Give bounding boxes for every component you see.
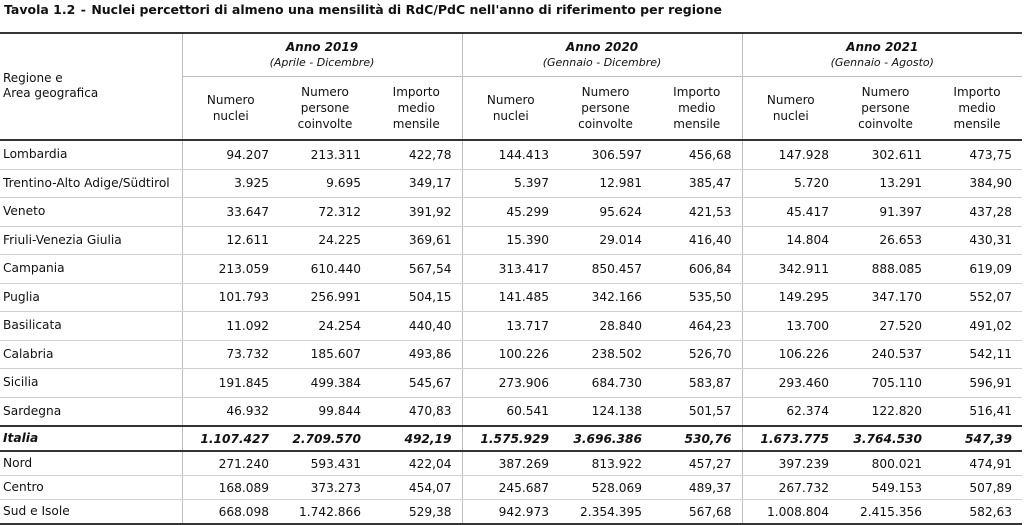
column-header-nuclei — [742, 77, 839, 141]
region-name: Friuli-Venezia Giulia — [0, 226, 182, 255]
table-cell: 942.973 — [462, 500, 559, 525]
column-header-nuclei — [462, 77, 559, 141]
table-cell: 349,17 — [371, 169, 462, 198]
table-cell: 684.730 — [559, 369, 652, 398]
column-header-line: Importo — [392, 85, 440, 99]
table-cell: 2.415.356 — [839, 500, 932, 525]
table-row — [0, 198, 1022, 227]
table-cell: 124.138 — [559, 397, 652, 426]
table-cell: 489,37 — [652, 476, 742, 500]
region-name: Nord — [0, 451, 182, 476]
table-cell: 2.354.395 — [559, 500, 652, 525]
year-period: (Gennaio - Dicembre) — [542, 56, 662, 69]
column-header-line: Numero — [486, 93, 535, 107]
region-name: Sud e Isole — [0, 500, 182, 525]
table-row — [0, 226, 1022, 255]
table-row — [0, 255, 1022, 284]
column-header-line: coinvolte — [578, 117, 633, 131]
table-row — [0, 283, 1022, 312]
table-cell: 5.720 — [742, 169, 839, 198]
table-cell: 499.384 — [279, 369, 371, 398]
region-name: Italia — [0, 426, 182, 451]
table-cell: 474,91 — [932, 451, 1022, 476]
table-cell: 422,04 — [371, 451, 462, 476]
table-cell: 526,70 — [652, 340, 742, 369]
table-cell: 60.541 — [462, 397, 559, 426]
table-cell: 100.226 — [462, 340, 559, 369]
table-cell: 501,57 — [652, 397, 742, 426]
table-cell: 106.226 — [742, 340, 839, 369]
table-cell: 273.906 — [462, 369, 559, 398]
table-cell: 144.413 — [462, 140, 559, 169]
table-cell: 14.804 — [742, 226, 839, 255]
title-separator: - — [80, 2, 86, 17]
table-cell: 95.624 — [559, 198, 652, 227]
table-caption: Nuclei percettori di almeno una mensilità di RdC/PdC nell'anno di riferimento per regione — [91, 2, 722, 17]
table-cell: 62.374 — [742, 397, 839, 426]
column-header-line: Numero — [581, 85, 630, 99]
table-cell: 619,09 — [932, 255, 1022, 284]
table-cell: 705.110 — [839, 369, 932, 398]
table-cell: 437,28 — [932, 198, 1022, 227]
table-cell: 45.417 — [742, 198, 839, 227]
region-name: Veneto — [0, 198, 182, 227]
column-header-nuclei — [182, 77, 279, 141]
year-2019-header — [182, 33, 462, 77]
column-header-importo — [652, 77, 742, 141]
table-cell: 12.611 — [182, 226, 279, 255]
table-cell: 552,07 — [932, 283, 1022, 312]
table-cell: 213.311 — [279, 140, 371, 169]
column-header-line: Numero — [301, 85, 349, 99]
table-cell: 516,41 — [932, 397, 1022, 426]
column-header-line: Numero — [206, 93, 255, 107]
table-cell: 342.166 — [559, 283, 652, 312]
column-header-line: Importo — [673, 85, 721, 99]
table-cell: 24.254 — [279, 312, 371, 341]
table-cell: 491,02 — [932, 312, 1022, 341]
table-cell: 800.021 — [839, 451, 932, 476]
table-cell: 302.611 — [839, 140, 932, 169]
table-cell: 313.417 — [462, 255, 559, 284]
column-header-line: persone — [861, 101, 910, 115]
table-cell: 596,91 — [932, 369, 1022, 398]
table-cell: 347.170 — [839, 283, 932, 312]
year-label: Anno 2020 — [565, 40, 639, 54]
column-header-line: nuclei — [772, 109, 809, 123]
italia-total-row — [0, 426, 1022, 451]
table-cell: 13.700 — [742, 312, 839, 341]
table-cell: 1.107.427 — [182, 426, 279, 451]
table-title — [4, 2, 722, 17]
year-period: (Gennaio - Agosto) — [830, 56, 934, 69]
table-cell: 24.225 — [279, 226, 371, 255]
table-cell: 492,19 — [371, 426, 462, 451]
column-header-line: medio — [678, 101, 716, 115]
table-cell: 850.457 — [559, 255, 652, 284]
table-cell: 168.089 — [182, 476, 279, 500]
column-header-persone — [279, 77, 371, 141]
region-name: Trentino-Alto Adige/Südtirol — [0, 169, 182, 198]
table-cell: 369,61 — [371, 226, 462, 255]
table-cell: 535,50 — [652, 283, 742, 312]
table-cell: 99.844 — [279, 397, 371, 426]
table-cell: 12.981 — [559, 169, 652, 198]
table-row — [0, 369, 1022, 398]
table-cell: 430,31 — [932, 226, 1022, 255]
table-cell: 373.273 — [279, 476, 371, 500]
table-cell: 606,84 — [652, 255, 742, 284]
data-table — [0, 32, 1022, 525]
area-row — [0, 476, 1022, 500]
column-header-line: mensile — [673, 117, 721, 131]
table-cell: 530,76 — [652, 426, 742, 451]
table-cell: 464,23 — [652, 312, 742, 341]
table-row — [0, 340, 1022, 369]
table-cell: 191.845 — [182, 369, 279, 398]
table-cell: 33.647 — [182, 198, 279, 227]
column-header-line: medio — [958, 101, 996, 115]
table-cell: 1.575.929 — [462, 426, 559, 451]
table-row — [0, 312, 1022, 341]
column-header-line: mensile — [392, 117, 440, 131]
table-cell: 457,27 — [652, 451, 742, 476]
table-cell: 542,11 — [932, 340, 1022, 369]
column-header-importo — [371, 77, 462, 141]
table-cell: 582,63 — [932, 500, 1022, 525]
column-header-line: Numero — [861, 85, 910, 99]
column-header-line: Numero — [766, 93, 815, 107]
table-cell: 440,40 — [371, 312, 462, 341]
region-name: Centro — [0, 476, 182, 500]
table-cell: 5.397 — [462, 169, 559, 198]
year-2021-header — [742, 33, 1022, 77]
table-cell: 267.732 — [742, 476, 839, 500]
column-header-importo — [932, 77, 1022, 141]
table-cell: 473,75 — [932, 140, 1022, 169]
table-cell: 888.085 — [839, 255, 932, 284]
year-period: (Aprile - Dicembre) — [269, 56, 375, 69]
table-cell: 493,86 — [371, 340, 462, 369]
region-column-header — [0, 33, 182, 140]
table-number: Tavola 1.2 — [4, 2, 76, 17]
column-header-persone — [839, 77, 932, 141]
column-header-line: medio — [397, 101, 435, 115]
column-header-line: Importo — [953, 85, 1001, 99]
table-cell: 94.207 — [182, 140, 279, 169]
table-cell: 549.153 — [839, 476, 932, 500]
table-cell: 13.717 — [462, 312, 559, 341]
table-cell: 593.431 — [279, 451, 371, 476]
column-header-line: persone — [581, 101, 630, 115]
table-cell: 271.240 — [182, 451, 279, 476]
table-row — [0, 169, 1022, 198]
area-row — [0, 500, 1022, 525]
table-cell: 122.820 — [839, 397, 932, 426]
table-cell: 668.098 — [182, 500, 279, 525]
table-cell: 28.840 — [559, 312, 652, 341]
table-cell: 13.291 — [839, 169, 932, 198]
table-cell: 529,38 — [371, 500, 462, 525]
table-cell: 293.460 — [742, 369, 839, 398]
table-cell: 185.607 — [279, 340, 371, 369]
table-cell: 147.928 — [742, 140, 839, 169]
table-cell: 507,89 — [932, 476, 1022, 500]
table-cell: 456,68 — [652, 140, 742, 169]
table-cell: 567,68 — [652, 500, 742, 525]
table-cell: 245.687 — [462, 476, 559, 500]
table-row — [0, 397, 1022, 426]
table-cell: 504,15 — [371, 283, 462, 312]
column-header-line: coinvolte — [858, 117, 913, 131]
table-cell: 141.485 — [462, 283, 559, 312]
table-cell: 306.597 — [559, 140, 652, 169]
table-cell: 567,54 — [371, 255, 462, 284]
region-name: Campania — [0, 255, 182, 284]
table-cell: 385,47 — [652, 169, 742, 198]
table-cell: 547,39 — [932, 426, 1022, 451]
table-cell: 3.696.386 — [559, 426, 652, 451]
region-header-line1: Regione e — [3, 71, 63, 85]
table-row — [0, 140, 1022, 169]
region-name: Basilicata — [0, 312, 182, 341]
table-cell: 342.911 — [742, 255, 839, 284]
table-cell: 26.653 — [839, 226, 932, 255]
region-name: Sicilia — [0, 369, 182, 398]
table-cell: 1.742.866 — [279, 500, 371, 525]
table-cell: 238.502 — [559, 340, 652, 369]
table-cell: 213.059 — [182, 255, 279, 284]
table-cell: 9.695 — [279, 169, 371, 198]
table-cell: 421,53 — [652, 198, 742, 227]
table-cell: 256.991 — [279, 283, 371, 312]
year-2020-header — [462, 33, 742, 77]
table-cell: 91.397 — [839, 198, 932, 227]
table-cell: 384,90 — [932, 169, 1022, 198]
table-cell: 2.709.570 — [279, 426, 371, 451]
table-cell: 29.014 — [559, 226, 652, 255]
table-cell: 45.299 — [462, 198, 559, 227]
table-cell: 72.312 — [279, 198, 371, 227]
table-cell: 73.732 — [182, 340, 279, 369]
table-cell: 46.932 — [182, 397, 279, 426]
column-header-line: mensile — [953, 117, 1001, 131]
table-cell: 15.390 — [462, 226, 559, 255]
table-cell: 240.537 — [839, 340, 932, 369]
table-cell: 416,40 — [652, 226, 742, 255]
area-row — [0, 451, 1022, 476]
table-cell: 528.069 — [559, 476, 652, 500]
year-label: Anno 2019 — [285, 40, 359, 54]
table-cell: 27.520 — [839, 312, 932, 341]
column-header-line: nuclei — [212, 109, 249, 123]
table-cell: 149.295 — [742, 283, 839, 312]
column-header-line: coinvolte — [297, 117, 353, 131]
region-name: Puglia — [0, 283, 182, 312]
region-name: Calabria — [0, 340, 182, 369]
table-cell: 391,92 — [371, 198, 462, 227]
table-cell: 470,83 — [371, 397, 462, 426]
column-header-line: nuclei — [492, 109, 529, 123]
table-cell: 3.764.530 — [839, 426, 932, 451]
table-cell: 397.239 — [742, 451, 839, 476]
table-cell: 813.922 — [559, 451, 652, 476]
table-cell: 583,87 — [652, 369, 742, 398]
column-header-line: persone — [300, 101, 350, 115]
table-cell: 387.269 — [462, 451, 559, 476]
table-cell: 454,07 — [371, 476, 462, 500]
year-label: Anno 2021 — [846, 40, 919, 54]
region-name: Lombardia — [0, 140, 182, 169]
table-cell: 1.008.804 — [742, 500, 839, 525]
column-header-persone — [559, 77, 652, 141]
table-cell: 545,67 — [371, 369, 462, 398]
table-cell: 422,78 — [371, 140, 462, 169]
table-cell: 1.673.775 — [742, 426, 839, 451]
table-cell: 101.793 — [182, 283, 279, 312]
table-cell: 3.925 — [182, 169, 279, 198]
region-header-line2: Area geografica — [3, 86, 99, 100]
region-name: Sardegna — [0, 397, 182, 426]
table-cell: 11.092 — [182, 312, 279, 341]
table-cell: 610.440 — [279, 255, 371, 284]
